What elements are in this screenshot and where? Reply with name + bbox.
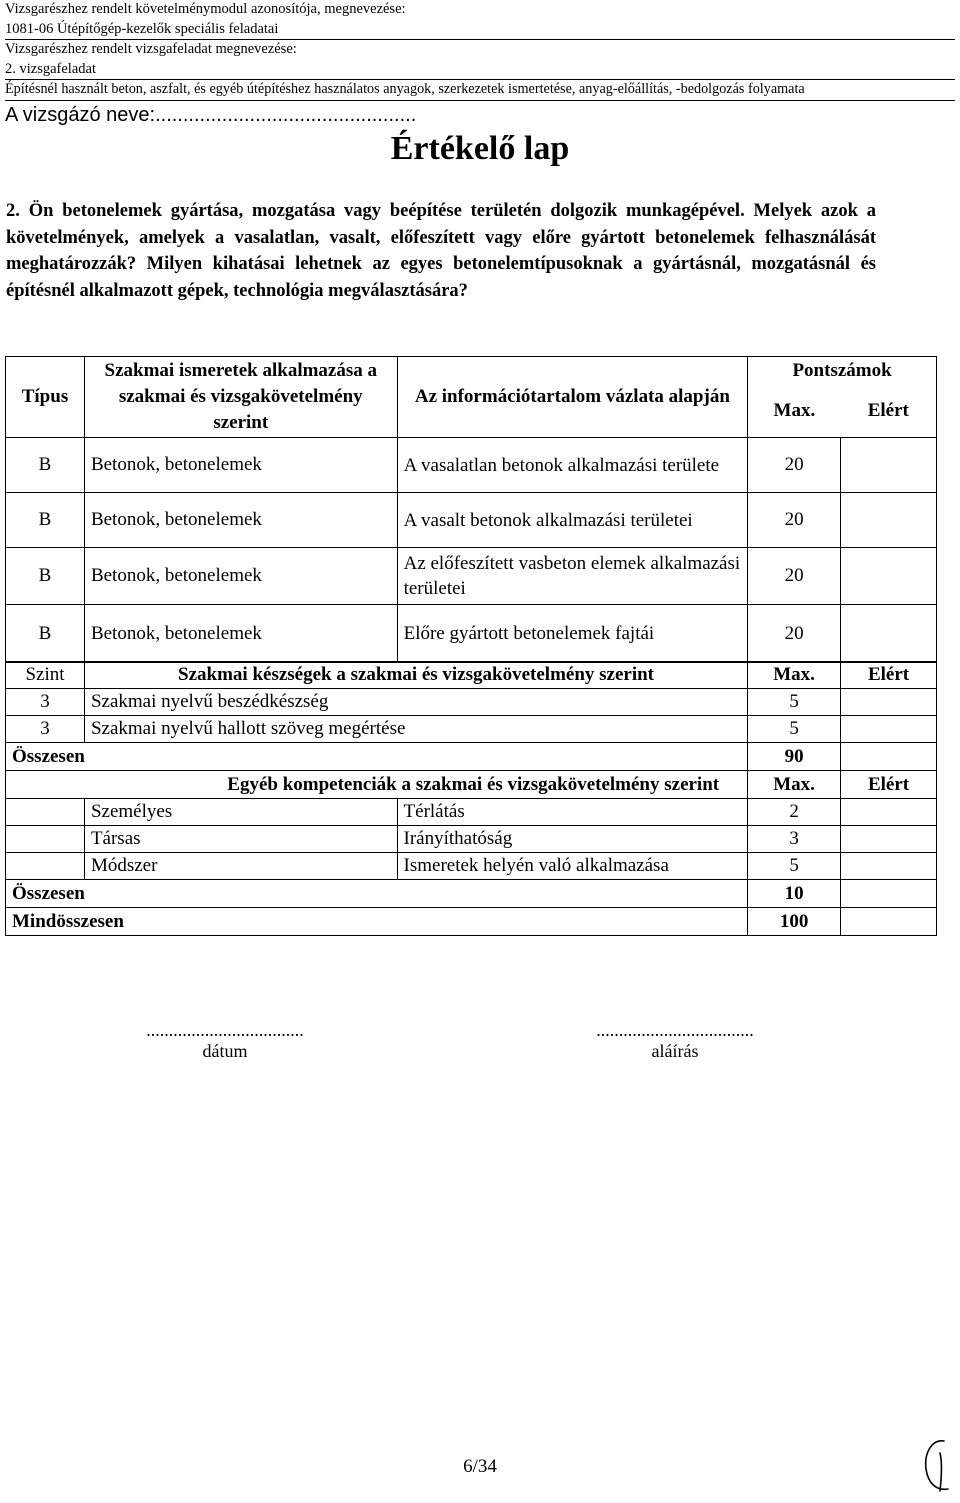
row-type: B: [6, 438, 85, 493]
row-max: 20: [748, 605, 841, 663]
header-max: Max.: [748, 662, 841, 689]
row-type: B: [6, 493, 85, 548]
table-row: [6, 493, 937, 548]
row-type: B: [6, 605, 85, 663]
row-knowledge: Betonok, betonelemek: [84, 493, 397, 548]
total-value: 10: [748, 880, 841, 908]
header-line-module-name: 1081-06 Útépítőgép-kezelők speciális feladatai: [5, 20, 955, 41]
table-row: [6, 799, 937, 826]
table-row: [6, 548, 937, 605]
row-info: Az előfeszített vasbeton elemek alkalmazási területei: [397, 548, 748, 605]
header-skills: Szakmai készségek a szakmai és vizsgakövetelmény szerint: [84, 662, 747, 689]
header-line-task-title: Építésnél használt beton, aszfalt, és egyéb útépítéshez használatos anyagok, szerkezetek ismertetése, anyag-előállítás, -bedolgozás folyamata: [5, 80, 955, 101]
signature-line[interactable]: ...................................: [596, 1020, 754, 1040]
date-label: dátum: [202, 1041, 248, 1061]
subtotal-value: 90: [748, 743, 841, 771]
row-achieved-cell[interactable]: [841, 548, 937, 605]
date-line[interactable]: ...................................: [146, 1020, 304, 1040]
header-points: Pontszámok: [748, 357, 937, 385]
knowledge-table: [5, 356, 937, 663]
row-knowledge: Betonok, betonelemek: [84, 548, 397, 605]
row-max: 5: [748, 689, 841, 716]
row-max: 3: [748, 826, 841, 853]
row-info: Előre gyártott betonelemek fajtái: [397, 605, 748, 663]
row-competency: Térlátás: [397, 799, 748, 826]
other-header-max: Max.: [748, 771, 841, 799]
subtotal-label: Összesen: [6, 743, 748, 771]
page-title: Értékelő lap: [390, 130, 570, 167]
row-knowledge: Betonok, betonelemek: [84, 438, 397, 493]
exam-question: 2. Ön betonelemek gyártása, mozgatása vagy beépítése területén dolgozik munkagépével. Melyek azok a követelmények, amelyek a vasalatlan, vasalt, előfeszített vagy előre gyártott betonelemek felhasználását meghatározzák? Milyen kihatásai lehetnek az egyes betonelemtípusoknak a gyártásnál, mozgatásnál és építésnél alkalmazott gépek, technológia megválasztására?: [6, 201, 876, 301]
grand-total-achieved-cell[interactable]: [841, 908, 937, 936]
row-info: A vasalt betonok alkalmazási területei: [397, 493, 748, 548]
header-knowledge: Szakmai ismeretek alkalmazása a szakmai és vizsgakövetelmény szerint: [84, 357, 397, 438]
table-row: [6, 438, 937, 493]
header-type: Típus: [6, 357, 85, 438]
row-achieved-cell[interactable]: [841, 689, 937, 716]
row-knowledge: Betonok, betonelemek: [84, 605, 397, 663]
row-achieved-cell[interactable]: [841, 438, 937, 493]
examinee-name-field[interactable]: A vizsgázó neve:...............................................: [5, 104, 417, 126]
row-category: Személyes: [84, 799, 397, 826]
signature-label: aláírás: [651, 1041, 699, 1061]
row-achieved-cell[interactable]: [841, 799, 937, 826]
row-achieved-cell[interactable]: [841, 605, 937, 663]
total-achieved-cell[interactable]: [841, 880, 937, 908]
total-label: Összesen: [6, 880, 748, 908]
row-info: A vasalatlan betonok alkalmazási területe: [397, 438, 748, 493]
row-achieved-cell[interactable]: [841, 853, 937, 880]
table-row: [6, 826, 937, 853]
row-type: B: [6, 548, 85, 605]
header-max: Max.: [748, 385, 841, 438]
row-achieved-cell[interactable]: [841, 826, 937, 853]
row-max: 2: [748, 799, 841, 826]
row-max: 20: [748, 548, 841, 605]
page-number: 6/34: [463, 1456, 497, 1477]
row-max: 5: [748, 853, 841, 880]
row-max: 20: [748, 493, 841, 548]
skills-table: [5, 661, 937, 936]
header-info: Az információtartalom vázlata alapján: [397, 357, 748, 438]
table-row: [6, 689, 937, 716]
row-competency: Ismeretek helyén való alkalmazása: [397, 853, 748, 880]
header-line-task-label: Vizsgarészhez rendelt vizsgafeladat megnevezése:: [5, 41, 297, 57]
row-competency: Irányíthatóság: [397, 826, 748, 853]
date-signature-block: [90, 1020, 360, 1062]
header-level: Szint: [6, 662, 85, 689]
signature-block: [540, 1020, 810, 1062]
row-max: 20: [748, 438, 841, 493]
subtotal-achieved-cell[interactable]: [841, 743, 937, 771]
row-skill: Szakmai nyelvű beszédkészség: [84, 689, 747, 716]
row-achieved-cell[interactable]: [841, 716, 937, 743]
header-achieved: Elért: [841, 385, 937, 438]
row-level: 3: [6, 689, 85, 716]
header-achieved: Elért: [841, 662, 937, 689]
document-header: [5, 0, 955, 101]
grand-total-value: 100: [748, 908, 841, 936]
row-category: Módszer: [84, 853, 397, 880]
row-max: 5: [748, 716, 841, 743]
table-row: [6, 716, 937, 743]
other-competencies-header: Egyéb kompetenciák a szakmai és vizsgakövetelmény szerint: [6, 771, 748, 799]
row-achieved-cell[interactable]: [841, 493, 937, 548]
grand-total-label: Mindösszesen: [6, 908, 748, 936]
row-level: 3: [6, 716, 85, 743]
header-line-task-number: 2. vizsgafeladat: [5, 60, 955, 81]
row-skill: Szakmai nyelvű hallott szöveg megértése: [84, 716, 747, 743]
other-header-achieved: Elért: [841, 771, 937, 799]
header-line-module-label: Vizsgarészhez rendelt követelménymodul azonosítója, megnevezése:: [5, 1, 406, 17]
table-row: [6, 605, 937, 663]
table-row: [6, 853, 937, 880]
row-category: Társas: [84, 826, 397, 853]
